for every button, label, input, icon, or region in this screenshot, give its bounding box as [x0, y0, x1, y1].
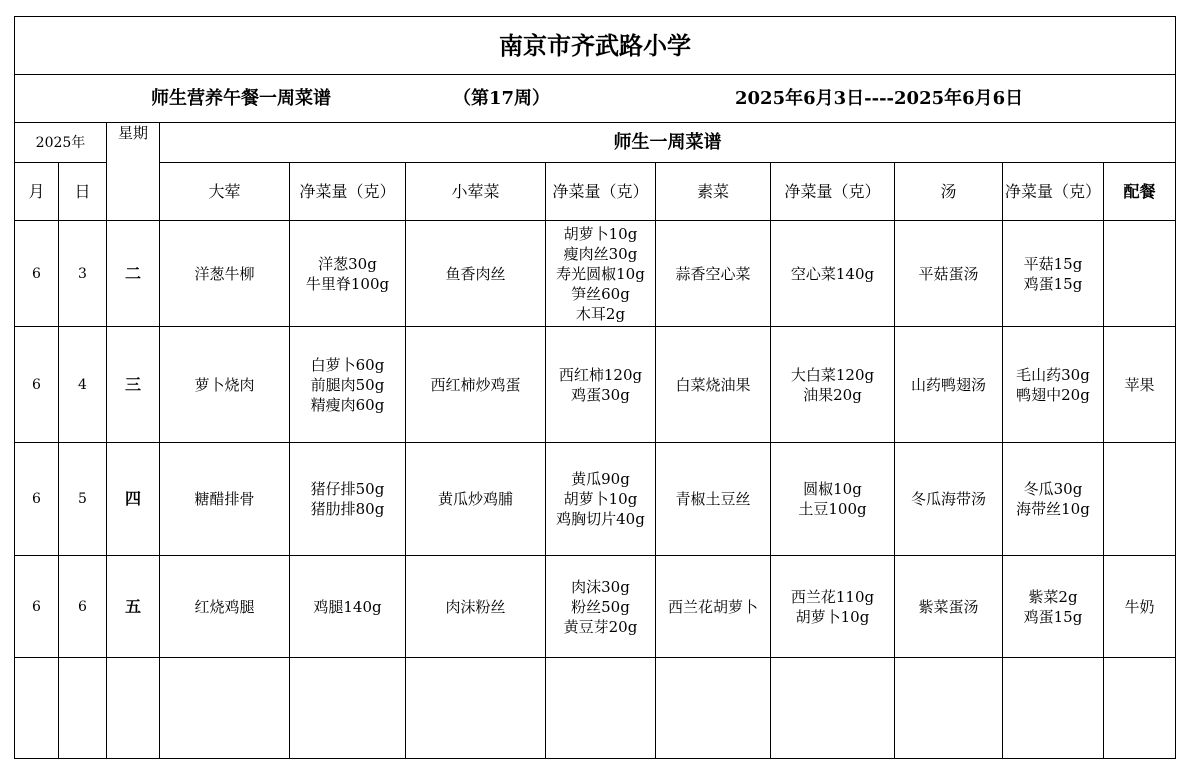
qty-line: 胡萝卜10g: [795, 607, 870, 626]
qty-line: 鸭翅中20g: [1016, 385, 1090, 404]
year-header: 2025年: [15, 123, 107, 163]
day-header: 日: [59, 163, 107, 221]
empty-cell: [406, 658, 546, 759]
school-title: 南京市齐武路小学: [15, 17, 1176, 75]
qty-line: 冬瓜30g: [1023, 480, 1083, 498]
qty-line: 笋丝60g: [571, 284, 630, 303]
empty-cell: [1003, 658, 1104, 759]
menu-row: [15, 327, 1176, 443]
small-meat-qty-cell: [546, 327, 656, 443]
month-cell: 6: [15, 443, 59, 556]
small-meat-cell: 黄瓜炒鸡脯: [406, 443, 546, 556]
side-dish-cell: [1104, 221, 1176, 327]
main-meat-qty-cell: [290, 556, 406, 658]
weekday-cell: 二: [107, 221, 160, 327]
empty-cell: [160, 658, 290, 759]
qty-line: 圆椒10g: [803, 480, 862, 498]
small-meat-qty-cell: [546, 221, 656, 327]
empty-cell: [895, 658, 1003, 759]
menu-header: 师生一周菜谱: [160, 123, 1176, 163]
menu-row: [15, 443, 1176, 556]
qty-line: 海带丝10g: [1016, 500, 1090, 518]
qty-line: 猪肋排80g: [310, 500, 385, 518]
month-header: 月: [15, 163, 59, 221]
month-cell: 6: [15, 221, 59, 327]
col-header-qty: 净菜量（克）: [290, 163, 406, 221]
qty-line: 白萝卜60g: [310, 355, 385, 374]
qty-line: 瘦肉丝30g: [563, 244, 638, 263]
col-header-soup: 汤: [895, 163, 1003, 221]
main-meat-qty-cell: [290, 443, 406, 556]
small-meat-qty-cell: [546, 556, 656, 658]
qty-line: 洋葱30g: [318, 254, 377, 273]
weekday-cell: 三: [107, 327, 160, 443]
qty-line: 木耳2g: [575, 304, 626, 323]
qty-line: 土豆100g: [798, 500, 867, 518]
soup-qty-cell: [1003, 556, 1104, 658]
menu-row: [15, 221, 1176, 327]
veg-qty-cell: [771, 221, 895, 327]
weekday-cell: 四: [107, 443, 160, 556]
qty-line: 猪仔排50g: [310, 480, 385, 498]
qty-line: 黄瓜90g: [571, 470, 630, 488]
veg-qty-cell: [771, 556, 895, 658]
main-meat-cell: 萝卜烧肉: [160, 327, 290, 443]
small-meat-cell: 肉沫粉丝: [406, 556, 546, 658]
col-header-qty: 净菜量（克）: [1003, 163, 1104, 221]
qty-line: 西红柿120g: [558, 365, 643, 384]
qty-line: 空心菜140g: [790, 264, 875, 283]
day-cell: 4: [59, 327, 107, 443]
main-meat-cell: 糖醋排骨: [160, 443, 290, 556]
side-dish-cell: [1104, 443, 1176, 556]
main-meat-qty-cell: [290, 327, 406, 443]
empty-cell: [656, 658, 771, 759]
soup-cell: 紫菜蛋汤: [895, 556, 1003, 658]
qty-line: 鸡腿140g: [313, 597, 382, 616]
qty-line: 紫菜2g: [1028, 587, 1078, 606]
weekday-cell: 五: [107, 556, 160, 658]
qty-line: 胡萝卜10g: [563, 224, 638, 243]
soup-cell: 平菇蛋汤: [895, 221, 1003, 327]
side-dish-cell: 牛奶: [1104, 556, 1176, 658]
subtitle-row: [15, 75, 1176, 123]
col-header-qty: 净菜量（克）: [771, 163, 895, 221]
soup-qty-cell: [1003, 443, 1104, 556]
col-header-main-meat: 大荤: [160, 163, 290, 221]
date-range: 2025年6月3日----2025年6月6日: [735, 88, 1024, 109]
small-meat-cell: 鱼香肉丝: [406, 221, 546, 327]
weekday-header: 星期: [107, 123, 160, 221]
qty-line: 鸡蛋15g: [1023, 274, 1083, 293]
qty-line: 黄豆芽20g: [563, 617, 638, 636]
empty-cell: [1104, 658, 1176, 759]
month-cell: 6: [15, 327, 59, 443]
qty-line: 胡萝卜10g: [563, 490, 638, 508]
main-meat-qty-cell: [290, 221, 406, 327]
small-meat-cell: 西红柿炒鸡蛋: [406, 327, 546, 443]
qty-line: 肉沫30g: [571, 577, 630, 596]
qty-line: 油果20g: [803, 385, 862, 404]
small-meat-qty-cell: [546, 443, 656, 556]
qty-line: 粉丝50g: [571, 597, 630, 616]
empty-cell: [59, 658, 107, 759]
veg-qty-cell: [771, 443, 895, 556]
qty-line: 鸡胸切片40g: [556, 510, 645, 528]
empty-cell: [107, 658, 160, 759]
menu-subtitle: 师生营养午餐一周菜谱: [151, 88, 331, 109]
weekly-menu-table: [14, 16, 1176, 759]
day-cell: 5: [59, 443, 107, 556]
main-meat-cell: 红烧鸡腿: [160, 556, 290, 658]
col-header-veg: 素菜: [656, 163, 771, 221]
qty-line: 毛山药30g: [1016, 365, 1090, 384]
qty-line: 精瘦肉60g: [310, 395, 385, 414]
col-header-small-meat: 小荤菜: [406, 163, 546, 221]
soup-cell: 山药鸭翅汤: [895, 327, 1003, 443]
empty-cell: [546, 658, 656, 759]
month-cell: 6: [15, 556, 59, 658]
menu-rows: [15, 221, 1176, 658]
qty-line: 平菇15g: [1023, 254, 1083, 273]
week-number: （第17周）: [453, 88, 551, 109]
veg-cell: 蒜香空心菜: [656, 221, 771, 327]
qty-line: 西兰花110g: [790, 587, 875, 606]
soup-qty-cell: [1003, 221, 1104, 327]
side-dish-cell: 苹果: [1104, 327, 1176, 443]
qty-line: 寿光圆椒10g: [556, 264, 645, 283]
qty-line: 牛里脊100g: [305, 274, 390, 293]
qty-line: 大白菜120g: [790, 365, 875, 384]
veg-cell: 西兰花胡萝卜: [656, 556, 771, 658]
day-cell: 6: [59, 556, 107, 658]
col-header-side: 配餐: [1104, 163, 1176, 221]
empty-cell: [15, 658, 59, 759]
menu-row: [15, 556, 1176, 658]
empty-cell: [290, 658, 406, 759]
soup-qty-cell: [1003, 327, 1104, 443]
empty-row: [15, 658, 1176, 759]
qty-line: 前腿肉50g: [310, 375, 385, 394]
veg-qty-cell: [771, 327, 895, 443]
qty-line: 鸡蛋30g: [571, 385, 630, 404]
day-cell: 3: [59, 221, 107, 327]
veg-cell: 白菜烧油果: [656, 327, 771, 443]
soup-cell: 冬瓜海带汤: [895, 443, 1003, 556]
main-meat-cell: 洋葱牛柳: [160, 221, 290, 327]
empty-cell: [771, 658, 895, 759]
veg-cell: 青椒土豆丝: [656, 443, 771, 556]
qty-line: 鸡蛋15g: [1023, 607, 1083, 626]
col-header-qty: 净菜量（克）: [546, 163, 656, 221]
